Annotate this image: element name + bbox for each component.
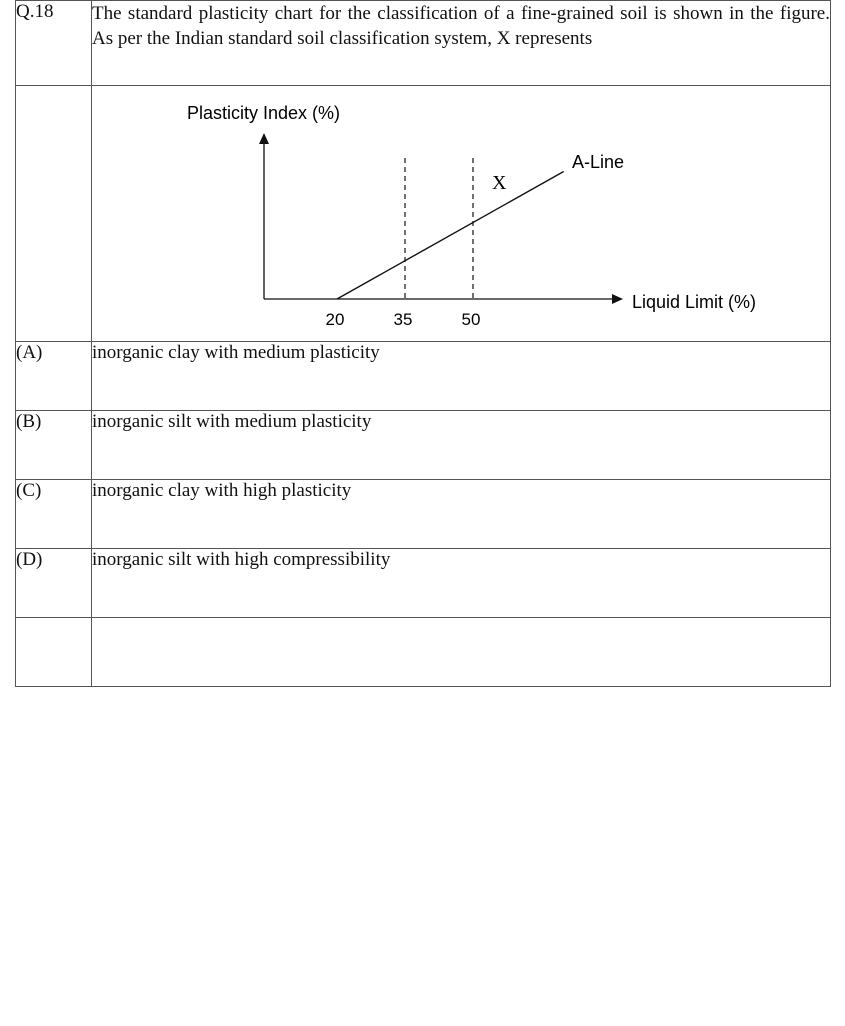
option-row-d <box>16 549 831 618</box>
x-tick-label-20: 20 <box>325 310 345 329</box>
x-axis-arrow-icon <box>612 294 623 304</box>
option-c-label: (C) <box>16 480 92 549</box>
question-text: The standard plasticity chart for the classification of a fine-grained soil is shown in the figure. As per the Indian standard soil classification system, X represents <box>92 1 831 86</box>
plasticity-chart <box>92 86 831 341</box>
option-b-label: (B) <box>16 411 92 480</box>
figure-row <box>16 86 831 342</box>
question-number: Q.18 <box>16 1 92 86</box>
a-line-label: A-Line <box>572 152 625 172</box>
option-d-label: (D) <box>16 549 92 618</box>
y-axis-arrow-icon <box>259 133 269 144</box>
option-a-label: (A) <box>16 342 92 411</box>
option-row-b <box>16 411 831 480</box>
question-table <box>15 0 831 687</box>
region-x-label: X <box>492 172 507 194</box>
option-d-text: inorganic silt with high compressibility <box>92 549 831 618</box>
y-axis-label: Plasticity Index (%) <box>187 103 341 123</box>
empty-cell-right <box>92 618 831 687</box>
empty-cell-left <box>16 618 92 687</box>
option-c-text: inorganic clay with high plasticity <box>92 480 831 549</box>
x-tick-label-50: 50 <box>461 310 481 329</box>
option-a-text: inorganic clay with medium plasticity <box>92 342 831 411</box>
x-axis-label: Liquid Limit (%) <box>632 292 757 312</box>
a-line <box>337 172 564 300</box>
option-row-c <box>16 480 831 549</box>
figure-blank-cell <box>16 86 92 342</box>
x-tick-label-35: 35 <box>393 310 413 329</box>
empty-row <box>16 618 831 687</box>
question-row <box>16 1 831 86</box>
figure-cell <box>92 86 831 342</box>
option-row-a <box>16 342 831 411</box>
option-b-text: inorganic silt with medium plasticity <box>92 411 831 480</box>
